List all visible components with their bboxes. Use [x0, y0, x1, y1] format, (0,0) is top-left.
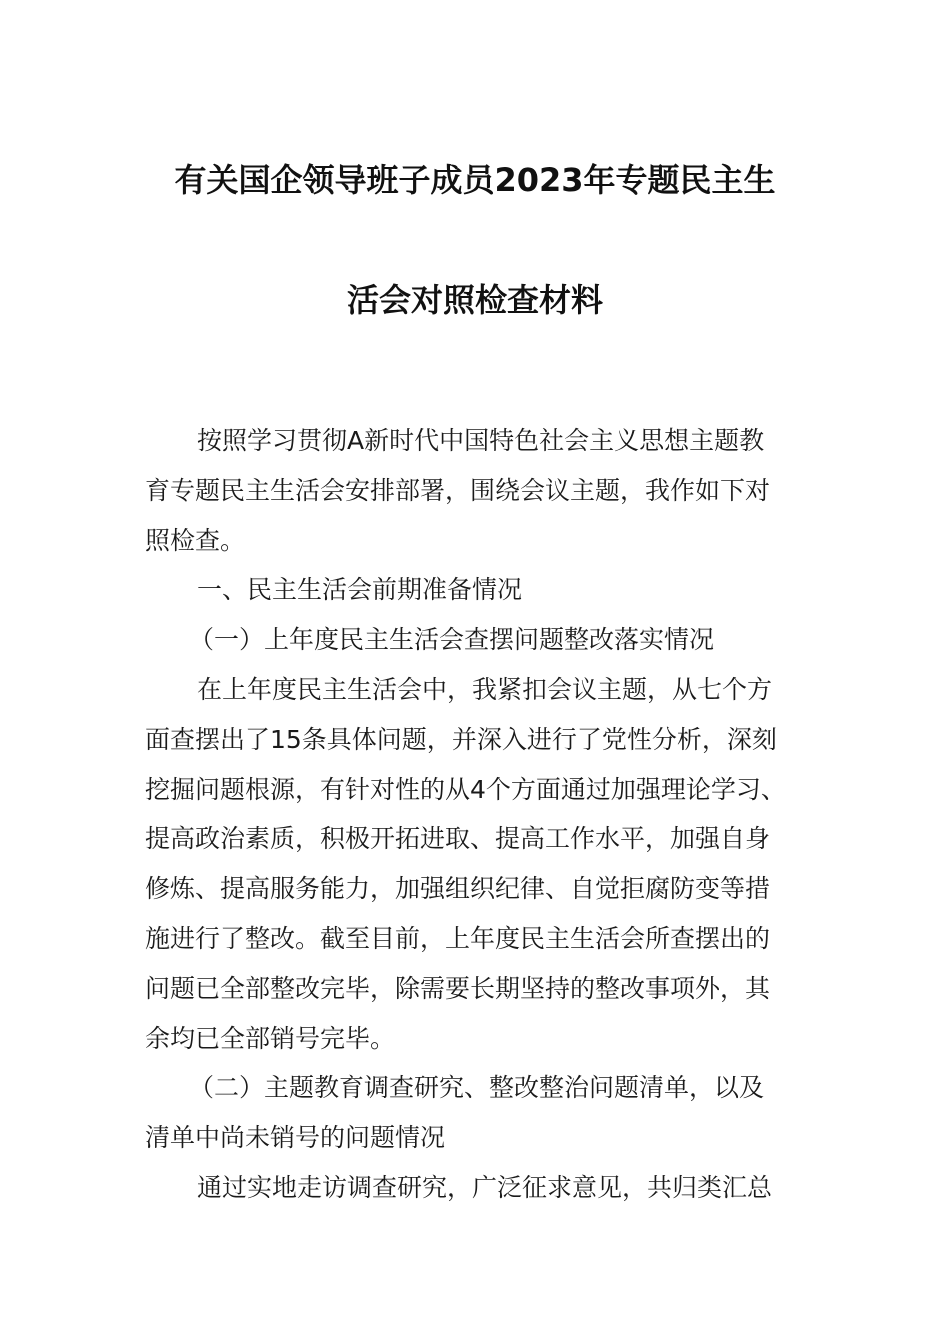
paragraph-line: 通过实地走访调查研究，广泛征求意见，共归类汇总	[197, 1172, 773, 1202]
section-heading-1: 一、民主生活会前期准备情况	[197, 575, 523, 605]
paragraph-intro-line: 育专题民主生活会安排部署，围绕会议主题，我作如下对	[145, 475, 771, 505]
subsection-heading-2-cont: 清单中尚未销号的问题情况	[145, 1123, 446, 1153]
document-body	[145, 416, 807, 1213]
paragraph-line: 修炼、提高服务能力，加强组织纪律、自觉拒腐防变等措	[145, 874, 771, 904]
paragraph-intro-line: 照检查。	[145, 525, 246, 555]
subsection-heading-1: （一）上年度民主生活会查摆问题整改落实情况	[189, 625, 715, 655]
paragraph-line: 在上年度民主生活会中，我紧扣会议主题，从七个方	[197, 674, 773, 704]
paragraph-line: 面查摆出了15条具体问题，并深入进行了党性分析，深刻	[145, 724, 777, 754]
subsection-heading-2: （二）主题教育调查研究、整改整治问题清单，以及	[189, 1073, 765, 1103]
paragraph-line: 挖掘问题根源，有针对性的从4个方面通过加强理论学习、	[145, 774, 786, 804]
paragraph-line: 余均已全部销号完毕。	[145, 1023, 396, 1053]
paragraph-line: 提高政治素质，积极开拓进取、提高工作水平，加强自身	[145, 824, 771, 854]
paragraph-intro-line: 按照学习贯彻A新时代中国特色社会主义思想主题教	[197, 426, 765, 455]
paragraph-line: 问题已全部整改完毕，除需要长期坚持的整改事项外，其	[145, 973, 771, 1003]
document-title-line-2: 活会对照检查材料	[346, 281, 603, 319]
document-title-line-1: 有关国企领导班子成员2023年专题民主生	[174, 161, 776, 199]
paragraph-line: 施进行了整改。截至目前，上年度民主生活会所查摆出的	[145, 923, 771, 953]
